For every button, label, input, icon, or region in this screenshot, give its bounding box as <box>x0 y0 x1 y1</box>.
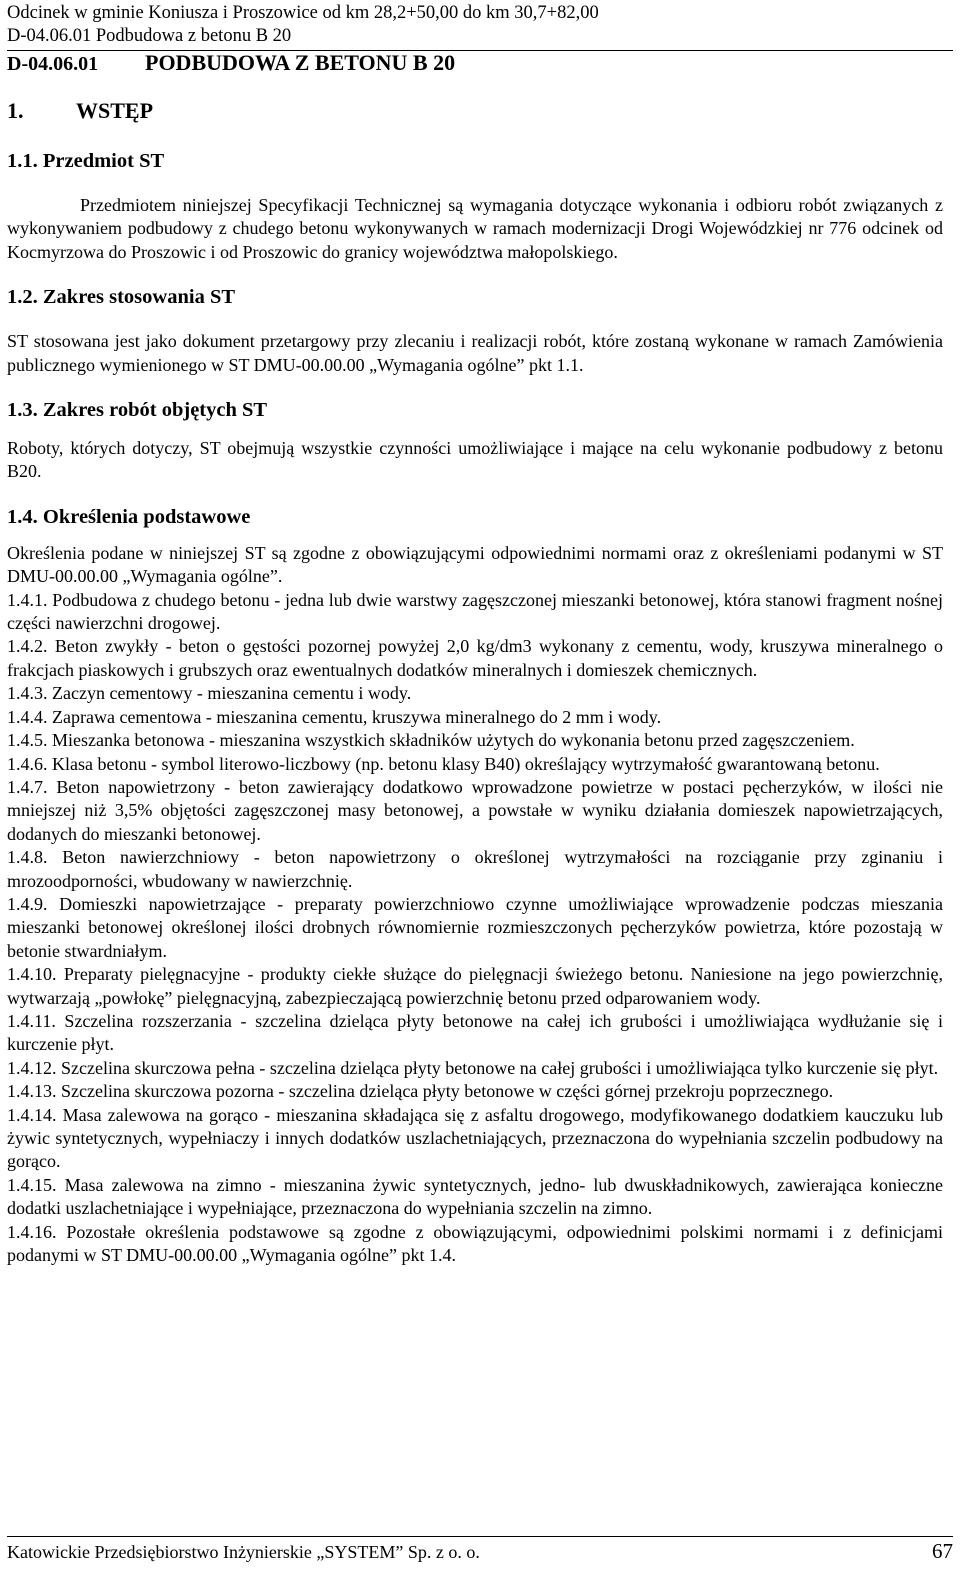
definition-item: 1.4.10. Preparaty pielęgnacyjne - produkty ciekłe służące do pielęgnacji świeżego betonu. Naniesione na jego powierzchnię, wytwarzają „powłokę” pielęgnacyjną, zabezpieczającą powierzchnię betonu przed odparowaniem wody. <box>7 964 943 1008</box>
definition-item: 1.4.1. Podbudowa z chudego betonu - jedna lub dwie warstwy zagęszczonej mieszanki betonowej, która stanowi fragment nośnej części nawierzchni drogowej. <box>7 589 943 634</box>
section-title: WSTĘP <box>76 98 154 123</box>
document-title-text: PODBUDOWA Z BETONU B 20 <box>145 50 456 75</box>
subsection-heading-1-4: 1.4. Określenia podstawowe <box>7 505 251 528</box>
subsection-heading-1-3: 1.3. Zakres robót objętych ST <box>7 399 268 422</box>
section-heading-1 <box>7 98 153 124</box>
definition-item: 1.4.9. Domieszki napowietrzające - preparaty powierzchniowo czynne umożliwiające wprowadzenie podczas mieszania mieszanki betonowej określonej ilości drobnych równomiernie rozmieszczonych pęcherzyków powietrza, które pozostają w betonie stwardniałym. <box>7 893 943 961</box>
page-header <box>7 2 953 51</box>
definition-item: 1.4.2. Beton zwykły - beton o gęstości pozornej powyżej 2,0 kg/dm3 wykonany z cementu, wody, kruszywa mineralnego o frakcjach piaskowych i grubszych oraz ewentualnych dodatków mineralnych i domieszek chemicznych. <box>7 636 943 680</box>
subsection-heading-1-2: 1.2. Zakres stosowania ST <box>7 286 236 309</box>
definition-item: 1.4.14. Masa zalewowa na gorąco - mieszanina składająca się z asfaltu drogowego, modyfikowanego dodatkiem kauczuku lub żywic syntetycznych, wypełniaczy i innych dodatków uszlachetniających, przeznaczona do wypełniania szczelin podbudowy na gorąco. <box>7 1104 943 1172</box>
definition-item: 1.4.4. Zaprawa cementowa - mieszanina cementu, kruszywa mineralnego do 2 mm i wody. <box>7 706 662 727</box>
definition-item: 1.4.15. Masa zalewowa na zimno - mieszanina żywic syntetycznych, jedno- lub dwuskładnikowych, zawierająca konieczne dodatki uszlachetniające i wypełniające, przeznaczona do wypełniania szczelin na zimno. <box>7 1174 943 1219</box>
definition-item: 1.4.12. Szczelina skurczowa pełna - szczelina dzieląca płyty betonowe na całej grubości i umożliwiająca tylko kurczenie się płyt. <box>7 1057 939 1078</box>
document-body <box>7 148 943 1267</box>
subsection-body-1-1: Przedmiotem niniejszej Specyfikacji Technicznej są wymagania dotyczące wykonania i odbioru robót związanych z wykonywaniem podbudowy z chudego betonu wykonywanych w ramach modernizacji Drogi Wojewódzkiej nr 776 odcinek od Kocmyrzowa do Proszowic i od Proszowic do granicy województwa małopolskiego. <box>7 195 943 262</box>
definition-item: 1.4.16. Pozostałe określenia podstawowe są zgodne z obowiązującymi, odpowiednimi polskimi normami i z definicjami podanymi w ST DMU-00.00.00 „Wymagania ogólne” pkt 1.4. <box>7 1221 943 1266</box>
section-number: 1. <box>7 98 24 123</box>
definition-item: 1.4.6. Klasa betonu - symbol literowo-liczbowy (np. betonu klasy B40) określający wytrzymałość gwarantowaną betonu. <box>7 753 880 774</box>
definition-item: 1.4.7. Beton napowietrzony - beton zawierający dodatkowo wprowadzone powietrze w postaci pęcherzyków, w ilości nie mniejszej niż 3,5% objętości zagęszczonej masy betonowej, a powstałe w wyniku działania domieszek napowietrzających, dodanych do mieszanki betonowej. <box>7 776 943 844</box>
subsection-intro-1-4: Określenia podane w niniejszej ST są zgodne z obowiązującymi odpowiednimi normami oraz z określeniami podanymi w ST DMU-00.00.00 „Wymagania ogólne”. <box>7 542 943 587</box>
subsection-heading-1-1: 1.1. Przedmiot ST <box>7 150 165 172</box>
footer-company: Katowickie Przedsiębiorstwo Inżynierskie „SYSTEM” Sp. z o. o. <box>7 1542 480 1562</box>
page-number: 67 <box>932 1539 953 1563</box>
footer-rule <box>7 1536 953 1537</box>
page-footer <box>7 1536 953 1564</box>
header-spec-line: D-04.06.01 Podbudowa z betonu B 20 <box>7 26 292 46</box>
document-code: D-04.06.01 <box>7 53 99 75</box>
definition-item: 1.4.3. Zaczyn cementowy - mieszanina cementu i wody. <box>7 683 412 704</box>
definition-item: 1.4.5. Mieszanka betonowa - mieszanina wszystkich składników użytych do wykonania betonu przed zagęszczeniem. <box>7 730 855 751</box>
subsection-body-1-3: Roboty, których dotyczy, ST obejmują wszystkie czynności umożliwiające i mające na celu wykonanie podbudowy z betonu B20. <box>7 438 943 482</box>
definition-item: 1.4.13. Szczelina skurczowa pozorna - szczelina dzieląca płyty betonowe w części górnej przekroju poprzecznego. <box>7 1081 834 1102</box>
header-project-line: Odcinek w gminie Koniusza i Proszowice od km 28,2+50,00 do km 30,7+82,00 <box>7 3 599 23</box>
definition-item: 1.4.8. Beton nawierzchniowy - beton napowietrzony o określonej wytrzymałości na rozciąganie przy zginaniu i mrozoodporności, wbudowany w nawierzchnię. <box>7 847 943 891</box>
subsection-body-1-2: ST stosowana jest jako dokument przetargowy przy zlecaniu i realizacji robót, które zostaną wykonane w ramach Zamówienia publicznego wymienionego w ST DMU-00.00.00 „Wymagania ogólne” pkt 1.1. <box>7 331 943 375</box>
definition-item: 1.4.11. Szczelina rozszerzania - szczelina dzieląca płyty betonowe na całej ich grubości i umożliwiająca wydłużanie się i kurczenie płyt. <box>7 1010 943 1055</box>
document-title <box>7 50 455 76</box>
